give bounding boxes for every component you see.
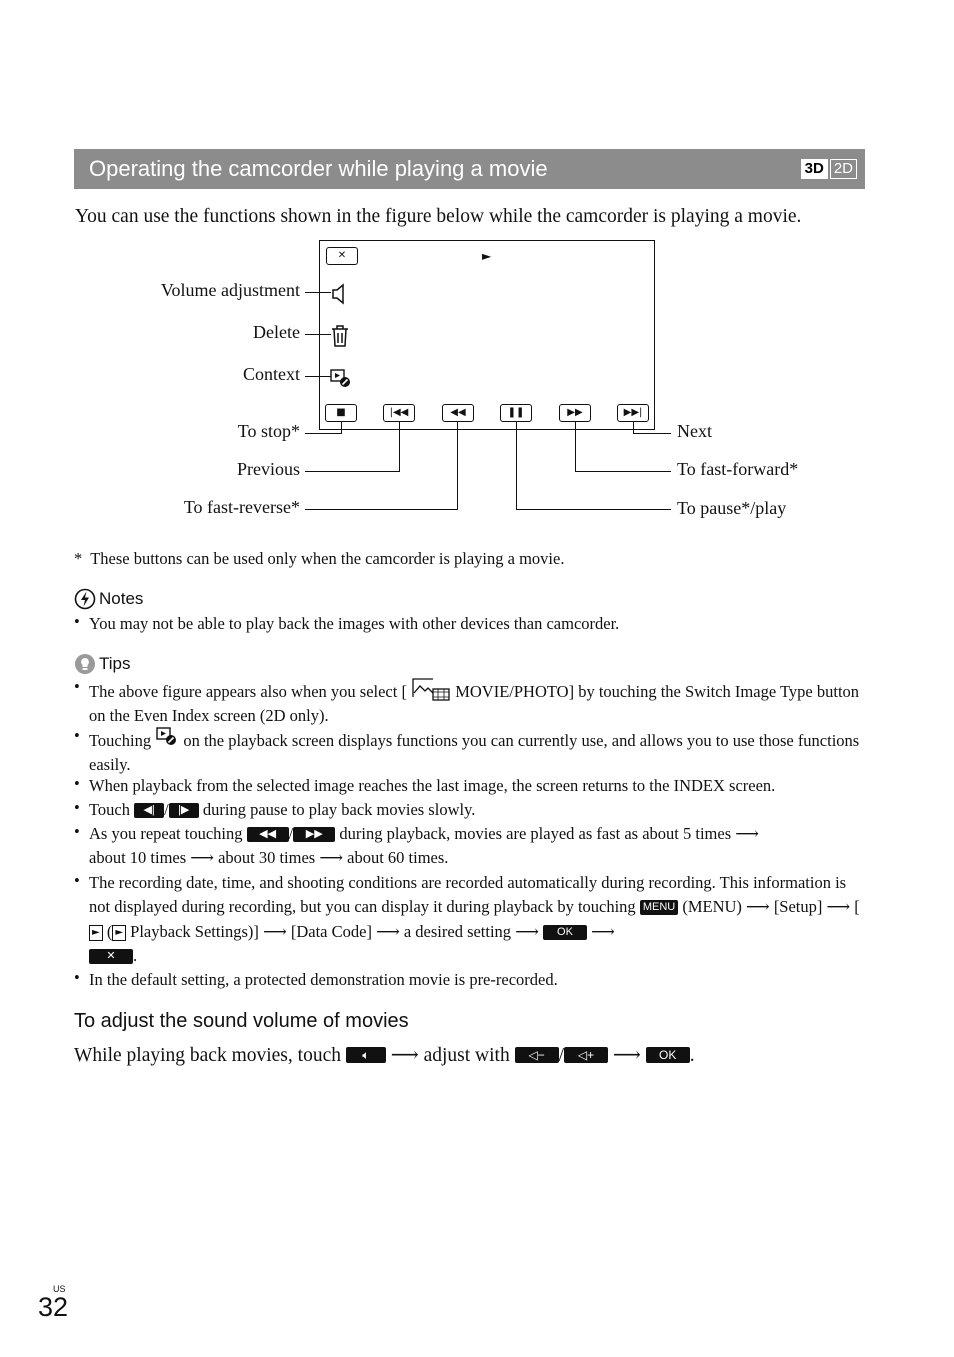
stop-icon: ■ [325, 404, 357, 422]
tip-item-6: The recording date, time, and shooting conditions are recorded automatically during recording. This information is not displayed during recording, but you can display it during playback by touching MENU (MENU) ⟶ [Setup] ⟶ [► ( ► Playback Settings)] ⟶ [Data Code] ⟶ a desired setting ⟶ OK ⟶ ✕ . [89, 873, 860, 965]
callout-line-fast-forward-h [575, 471, 671, 472]
tip-6-text-d: Playback Settings)] [130, 921, 259, 941]
footnote-mark: * [74, 549, 83, 568]
label-volume: Volume adjustment [160, 280, 300, 300]
trash-icon [330, 324, 350, 348]
tip-5-text-c: about 10 times [89, 848, 187, 868]
callout-line-delete [305, 334, 331, 335]
label-previous: Previous [237, 459, 300, 479]
arrow-icon: ⟶ [263, 921, 287, 941]
section-title-bar [74, 149, 865, 189]
play-indicator-icon: ► [482, 249, 492, 263]
volume-icon: 🔈︎ [346, 1047, 386, 1063]
footnote [74, 547, 564, 571]
sound-section-title: To adjust the sound volume of movies [74, 1010, 409, 1032]
arrow-icon: ⟶ [190, 848, 214, 868]
page-region: US [53, 1284, 66, 1294]
fast-reverse-icon: ◀◀ [247, 827, 289, 842]
slow-reverse-icon: ◀| [134, 803, 164, 818]
bullet: • [74, 774, 80, 793]
callout-line-previous-v [399, 421, 400, 472]
callout-line-fast-reverse-h [305, 509, 458, 510]
arrow-icon: ⟶ [826, 897, 851, 917]
bullet: • [74, 612, 80, 631]
bullet: • [74, 677, 80, 696]
tip-6-text-f: a desired setting [403, 921, 512, 941]
tip-4-text-b: during pause to play back movies slowly. [202, 800, 476, 819]
pause-icon: ❚❚ [500, 404, 532, 422]
close-icon: ✕ [326, 247, 358, 265]
tip-5-text-a: As you repeat touching [89, 824, 243, 843]
footnote-text: These buttons can be used only when the camcorder is playing a movie. [90, 549, 565, 568]
bullet: • [74, 871, 80, 890]
context-icon [329, 367, 353, 389]
tip-item-2 [89, 726, 869, 778]
arrow-icon: ⟶ [515, 921, 539, 941]
volume-up-icon: ◁+ [564, 1047, 608, 1063]
page-number: 32 [38, 1292, 69, 1322]
tip-6-text-e: [Data Code] [290, 921, 372, 941]
label-next: Next [677, 421, 712, 441]
tip-2-text-a: Touching [89, 731, 152, 750]
tips-icon [74, 653, 96, 675]
previous-icon: |◀◀ [383, 404, 415, 422]
bullet: • [74, 822, 80, 841]
slow-forward-icon: |▶ [169, 803, 199, 818]
mode-badges [801, 159, 857, 179]
tip-6-text-c: [Setup] [773, 897, 823, 917]
sound-instruction: While playing back movies, touch 🔈︎ ⟶ adjust with ◁− / ◁+ ⟶ OK . [74, 1045, 695, 1066]
tip-item-1 [89, 677, 869, 729]
sound-text-a: While playing back movies, touch [74, 1045, 341, 1066]
arrow-icon: ⟶ [376, 921, 400, 941]
callout-line-stop-h [305, 433, 342, 434]
label-delete: Delete [253, 322, 300, 342]
tip-1-text-b: MOVIE/PHOTO] by touching the Switch Image Type button on the Even Index screen (2D only). [89, 682, 860, 726]
label-context: Context [243, 364, 300, 384]
note-item: You may not be able to play back the images with other devices than camcorder. [89, 614, 620, 633]
ok-button-icon: OK [646, 1047, 690, 1063]
playback-icon: ► [89, 925, 103, 941]
tip-item-5: As you repeat touching ◀◀ / ▶▶ during playback, movies are played as fast as about 5 times ⟶ about 10 times ⟶ about 30 times ⟶ about 60 times. [89, 822, 869, 871]
callout-line-pause-v [516, 421, 517, 510]
next-icon: ▶▶| [617, 404, 649, 422]
label-fast-forward: To fast-forward* [677, 459, 799, 479]
callout-line-pause-h [516, 509, 671, 510]
close-icon: ✕ [89, 949, 133, 964]
arrow-icon: ⟶ [735, 824, 759, 843]
tip-5-text-b: during playback, movies are played as fast as about 5 times [339, 824, 732, 843]
playback-screen-figure [319, 240, 655, 430]
arrow-icon: ⟶ [591, 921, 615, 941]
callout-line-context [305, 376, 331, 377]
arrow-icon: ⟶ [746, 897, 770, 917]
bullet: • [74, 726, 80, 745]
tip-5-text-d: about 30 times [218, 848, 316, 868]
callout-line-previous-h [305, 471, 400, 472]
label-fast-reverse: To fast-reverse* [183, 497, 300, 517]
callout-line-fast-reverse-v [457, 421, 458, 510]
fast-forward-icon: ▶▶ [559, 404, 591, 422]
tips-title: Tips [99, 654, 131, 673]
menu-button-icon: MENU [640, 900, 678, 915]
tip-item-3: When playback from the selected image reaches the last image, the screen returns to the INDEX screen. [89, 776, 776, 795]
notes-title: Notes [99, 589, 144, 608]
tip-2-text-b: on the playback screen displays functions you can currently use, and allows you to use those functions easily. [89, 731, 860, 775]
bullet: • [74, 968, 80, 987]
callout-line-next-h [633, 433, 671, 434]
arrow-icon: ⟶ [390, 1045, 419, 1066]
label-stop: To stop* [237, 421, 300, 441]
badge-2d: 2D [830, 159, 857, 179]
tip-item-4: Touch ◀| / |▶ during pause to play back movies slowly. [89, 800, 476, 819]
volume-down-icon: ◁− [515, 1047, 559, 1063]
intro-text: You can use the functions shown in the figure below while the camcorder is playing a movie. [75, 206, 802, 227]
notes-heading [74, 588, 143, 610]
movie-photo-icon [411, 677, 451, 701]
tip-6-text-b: (MENU) [682, 897, 742, 917]
label-pause-play: To pause*/play [677, 498, 787, 518]
section-title: Operating the camcorder while playing a movie [89, 156, 548, 181]
context-icon [155, 726, 179, 748]
callout-line-volume [305, 292, 331, 293]
callout-line-fast-forward-v [575, 421, 576, 472]
arrow-icon: ⟶ [612, 1045, 641, 1066]
tips-heading [74, 653, 131, 675]
arrow-icon: ⟶ [319, 848, 343, 868]
playback-icon: ► [112, 925, 126, 941]
tip-item-7: In the default setting, a protected demonstration movie is pre-recorded. [89, 970, 558, 989]
tip-5-text-e: about 60 times. [347, 848, 449, 868]
sound-text-b: adjust with [423, 1045, 510, 1066]
tip-1-text-a: The above figure appears also when you select [ [89, 682, 407, 701]
fast-forward-icon: ▶▶ [293, 827, 335, 842]
tip-4-text-a: Touch [89, 800, 131, 819]
notes-icon [74, 588, 96, 610]
tip-6-text-a: The recording date, time, and shooting conditions are recorded automatically during recording. This information is not displayed during recording, but you can display it during playback by touching [89, 873, 847, 917]
bullet: • [74, 798, 80, 817]
badge-3d: 3D [801, 159, 828, 179]
ok-button-icon: OK [543, 925, 587, 940]
fast-reverse-icon: ◀◀ [442, 404, 474, 422]
volume-icon [330, 283, 350, 305]
